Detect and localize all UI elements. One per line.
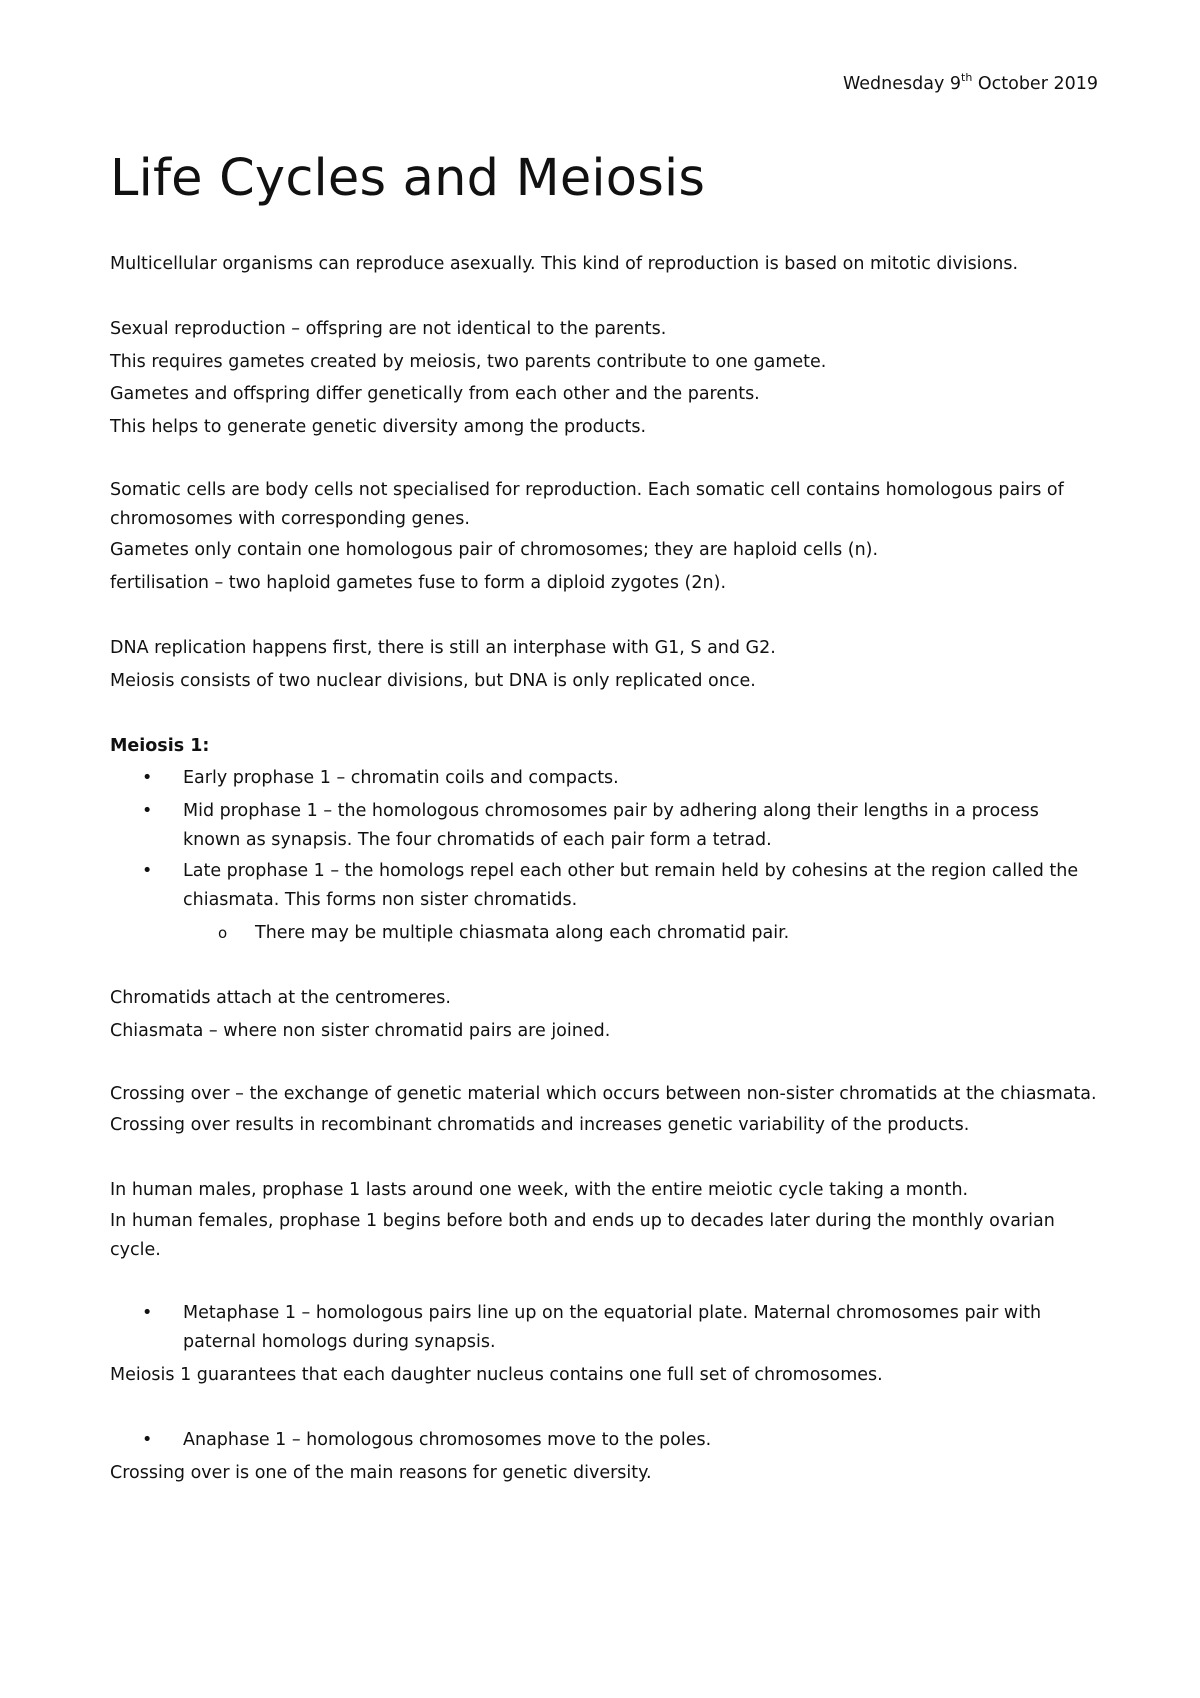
paragraph-nuclear-divisions: Meiosis consists of two nuclear divisions, but DNA is only replicated once. (110, 670, 756, 691)
header-date (842, 71, 1098, 94)
list-item (110, 1299, 1100, 1357)
paragraph-dna-replication: DNA replication happens first, there is still an interphase with G1, S and G2. (110, 637, 776, 658)
document-title: Life Cycles and Meiosis (110, 149, 706, 208)
list-item (110, 762, 1100, 795)
document-body (110, 248, 1100, 1490)
date-month-year: October 2019 (972, 74, 1098, 94)
sub-list-item (110, 917, 1100, 950)
paragraph-gametes-differ: Gametes and offspring differ genetically from each other and the parents. (110, 384, 760, 405)
paragraph-chiasmata: Chiasmata – where non sister chromatid pairs are joined. (110, 1020, 611, 1041)
blank-line (110, 1047, 1100, 1080)
blank-line (110, 697, 1100, 730)
paragraph-asexual: Multicellular organisms can reproduce asexually. This kind of reproduction is based on mitotic divisions. (110, 254, 1019, 274)
list-item-text: Late prophase 1 – the homologs repel each other but remain held by cohesins at the region called the chiasmata. This forms non sister chromatids. (183, 860, 1079, 910)
bullet-icon: • (142, 860, 153, 881)
date-ordinal-suffix: th (961, 71, 973, 84)
paragraph-crossing-over-definition: Crossing over – the exchange of genetic material which occurs between non-sister chromatids at the chiasmata. (110, 1083, 1097, 1104)
date-day: Wednesday 9 (842, 74, 961, 94)
blank-line (110, 1392, 1100, 1425)
bullet-icon: • (142, 1430, 153, 1451)
paragraph-human-males: In human males, prophase 1 lasts around one week, with the entire meiotic cycle taking a month. (110, 1180, 969, 1201)
list-item-text: Anaphase 1 – homologous chromosomes move to the poles. (183, 1430, 712, 1451)
list-item (110, 1424, 1100, 1457)
paragraph-haploid: Gametes only contain one homologous pair of chromosomes; they are haploid cells (n). (110, 540, 879, 561)
bullet-icon: • (142, 768, 153, 789)
paragraph-gametes-meiosis: This requires gametes created by meiosis, two parents contribute to one gamete. (110, 351, 827, 372)
list-item (110, 797, 1100, 855)
paragraph-crossing-over-results: Crossing over results in recombinant chromatids and increases genetic variability of the products. (110, 1114, 970, 1135)
blank-line (110, 444, 1100, 477)
sub-list-item-text: There may be multiple chiasmata along each chromatid pair. (255, 922, 790, 943)
blank-line (110, 1265, 1100, 1298)
paragraph-human-females: In human females, prophase 1 begins before both and ends up to decades later during the monthly ovarian cycle. (110, 1210, 1055, 1260)
list-item-text: Metaphase 1 – homologous pairs line up on the equatorial plate. Maternal chromosomes pair with paternal homologs during synapsis. (183, 1303, 1042, 1353)
paragraph-genetic-diversity: This helps to generate genetic diversity among the products. (110, 416, 647, 437)
list-item-text: Early prophase 1 – chromatin coils and compacts. (183, 768, 619, 789)
blank-line (110, 950, 1100, 983)
paragraph-sexual-reproduction: Sexual reproduction – offspring are not identical to the parents. (110, 319, 667, 340)
paragraph-genetic-diversity-reason: Crossing over is one of the main reasons for genetic diversity. (110, 1463, 652, 1484)
blank-line (110, 1141, 1100, 1174)
circle-bullet-icon: o (218, 923, 228, 942)
list-item (110, 857, 1100, 915)
paragraph-meiosis-guarantee: Meiosis 1 guarantees that each daughter nucleus contains one full set of chromosomes. (110, 1365, 883, 1386)
section-heading-meiosis-1: Meiosis 1: (110, 735, 210, 756)
paragraph-centromeres: Chromatids attach at the centromeres. (110, 988, 451, 1009)
bullet-icon: • (142, 1303, 153, 1324)
blank-line (110, 281, 1100, 314)
blank-line (110, 599, 1100, 632)
bullet-icon: • (142, 800, 153, 821)
list-item-text: Mid prophase 1 – the homologous chromosomes pair by adhering along their lengths in a process known as synapsis. The four chromatids of each pair form a tetrad. (183, 800, 1039, 850)
paragraph-somatic-cells: Somatic cells are body cells not specialised for reproduction. Each somatic cell contains homologous pairs of chromosomes with corresponding genes. (110, 480, 1064, 530)
paragraph-fertilisation: fertilisation – two haploid gametes fuse to form a diploid zygotes (2n). (110, 572, 727, 593)
